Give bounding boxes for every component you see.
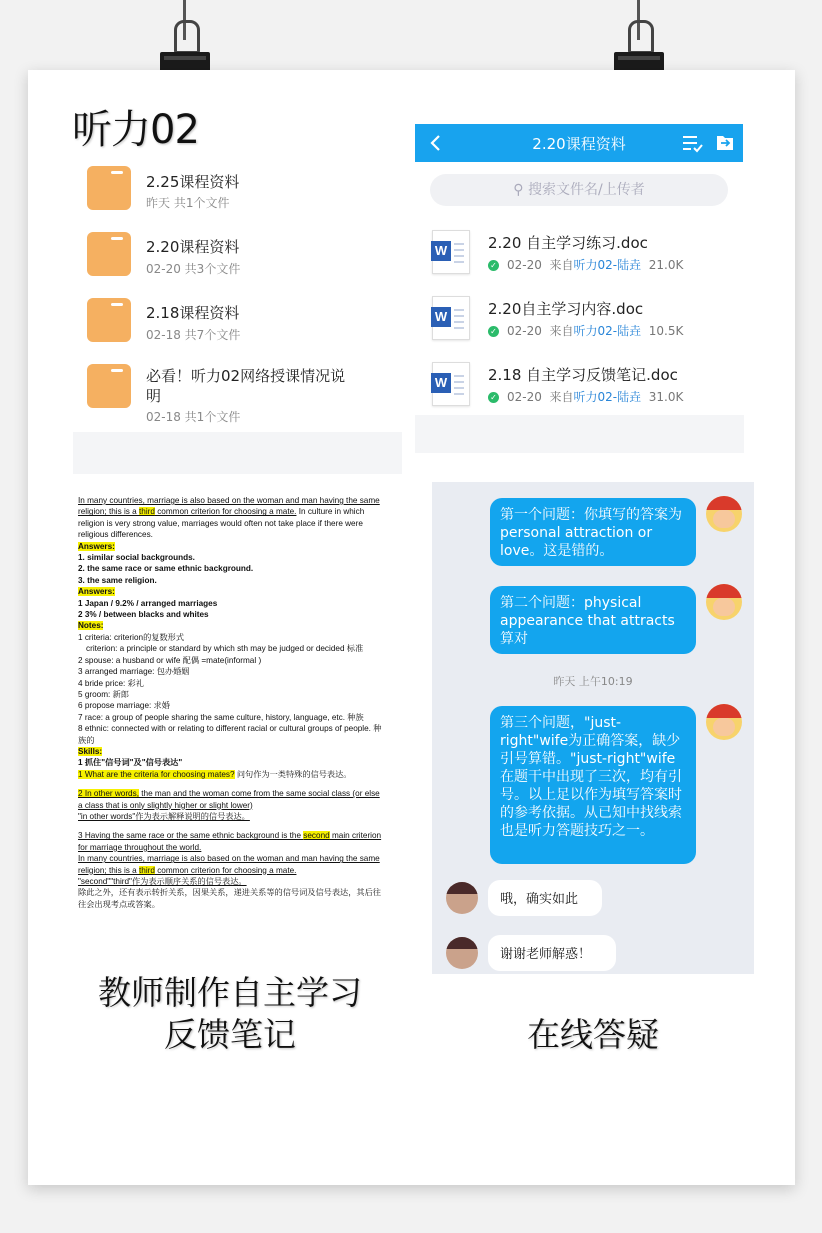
doc-text: 除此之外，还有表示转折关系，因果关系，递进关系等的信号词及信号表达，其后往往会出现考点或答案。 bbox=[78, 888, 381, 909]
file-name[interactable]: 2.20自主学习内容.doc bbox=[488, 300, 644, 318]
sort-list-icon[interactable] bbox=[681, 133, 703, 153]
right-caption: 在线答疑 bbox=[527, 1015, 659, 1054]
student-avatar bbox=[446, 882, 478, 914]
doc-highlight: 2 In other words, bbox=[78, 789, 139, 799]
doc-text: main criterion for marriage throughout the world. bbox=[78, 831, 382, 852]
doc-highlight: third bbox=[138, 865, 155, 875]
folder-meta: 昨天 共1个文件 bbox=[146, 196, 230, 210]
file-meta bbox=[488, 388, 683, 405]
skills-heading: 1 抓住"信号词"及"信号表达" bbox=[78, 758, 183, 768]
file-size: 31.0K bbox=[648, 390, 684, 404]
folder-meta: 02-18 共1个文件 bbox=[146, 410, 241, 424]
file-date: 02-20 bbox=[507, 390, 542, 404]
answer-item: 2. the same race or same ethnic background. bbox=[78, 564, 254, 574]
chat-message: 第三个问题，"just-right"wife为正确答案，缺少引号算错。"just-right"wife在题干中出现了三次，均有引号。以上足以作为填写答案时的参考依据。从已知中找线索也是听力答题技巧之一。 bbox=[490, 706, 696, 864]
search-placeholder: 搜索文件名/上传者 bbox=[528, 182, 645, 198]
answer-item: 1 Japan / 9.2% / arranged marriages bbox=[78, 598, 218, 608]
list-footer bbox=[73, 432, 402, 474]
note-item: 6 propose marriage: 求婚 bbox=[78, 701, 170, 711]
left-caption-line: 教师制作自主学习 bbox=[98, 973, 362, 1012]
file-date: 02-20 bbox=[507, 258, 542, 272]
chat-message: 第一个问题：你填写的答案为personal attraction or love。这是错的。 bbox=[490, 498, 696, 566]
folder-name[interactable]: 2.18课程资料 bbox=[146, 304, 240, 322]
note-item: 7 race: a group of people sharing the same culture, history, language, etc. 种族 bbox=[78, 712, 364, 722]
skills-label: Skills: bbox=[78, 746, 103, 756]
doc-text: common criterion for choosing a mate. bbox=[154, 865, 297, 875]
uploader: 听力02-陆垚 bbox=[573, 390, 642, 404]
doc-text: 问句作为一类特殊的信号表达。 bbox=[234, 769, 352, 779]
folder-meta: 02-18 共7个文件 bbox=[146, 328, 241, 342]
file-list-footer bbox=[415, 415, 744, 453]
reply-message: 哦，确实如此 bbox=[488, 880, 602, 916]
doc-text: In culture in which religion is very strong value, marriages would often not take place if there were religious differences. bbox=[78, 507, 365, 540]
file-date: 02-20 bbox=[507, 324, 542, 338]
doc-text: "in other words"作为表示解释说明的信号表达。 bbox=[78, 811, 250, 821]
doc-text: common criterion for choosing a mate. bbox=[154, 507, 297, 517]
teacher-avatar bbox=[706, 496, 742, 532]
file-size: 10.5K bbox=[648, 324, 684, 338]
chat-timestamp: 昨天 上午10:19 bbox=[553, 675, 633, 688]
file-meta bbox=[488, 256, 683, 273]
uploader: 听力02-陆垚 bbox=[573, 258, 642, 272]
folder-name[interactable]: 2.20课程资料 bbox=[146, 238, 240, 256]
file-name[interactable]: 2.18 自主学习反馈笔记.doc bbox=[488, 366, 678, 384]
file-size: 21.0K bbox=[648, 258, 684, 272]
doc-text: 3 Having the same race or the same ethnic background is the bbox=[78, 831, 304, 841]
folder-name[interactable]: 2.25课程资料 bbox=[146, 173, 240, 191]
from-label: 来自 bbox=[549, 390, 574, 404]
from-label: 来自 bbox=[549, 324, 574, 338]
note-item: 3 arranged marriage: 包办婚姻 bbox=[78, 667, 190, 677]
notes-label: Notes: bbox=[78, 621, 104, 631]
doc-text: "second""third"作为表示顺序关系的信号表达。 bbox=[78, 877, 247, 886]
doc-highlight: second bbox=[303, 831, 330, 841]
answer-item: 1. similar social backgrounds. bbox=[78, 553, 195, 563]
left-caption-line: 反馈笔记 bbox=[164, 1015, 296, 1054]
doc-paragraph bbox=[78, 495, 384, 541]
doc-highlight: 1 What are the criteria for choosing mates? bbox=[78, 769, 235, 779]
answer-item: 2 3% / between blacks and whites bbox=[78, 610, 209, 620]
note-item: 2 spouse: a husband or wife 配偶 =mate(informal ) bbox=[78, 655, 262, 665]
file-meta bbox=[488, 322, 683, 339]
word-doc-icon: W bbox=[432, 230, 470, 274]
folder-icon bbox=[87, 166, 131, 210]
note-item: criterion: a principle or standard by which sth may be judged or decided 标准 bbox=[86, 644, 364, 654]
file-browser-header bbox=[415, 124, 743, 162]
word-doc-icon: W bbox=[432, 296, 470, 340]
check-icon: ✓ bbox=[488, 260, 499, 271]
file-search-input[interactable] bbox=[430, 174, 728, 206]
doc-highlight: third bbox=[138, 507, 155, 517]
folder-icon bbox=[87, 232, 131, 276]
note-item: 8 ethnic: connected with or relating to different racial or cultural groups of people. 种族的 bbox=[78, 724, 382, 745]
answers-label: Answers: bbox=[78, 587, 115, 597]
student-avatar bbox=[446, 937, 478, 969]
group-title: 听力02 bbox=[72, 107, 199, 153]
folder-icon bbox=[87, 298, 131, 342]
header-title: 2.20课程资料 bbox=[532, 135, 626, 153]
note-item: 1 criteria: criterion的复数形式 bbox=[78, 632, 185, 642]
check-icon: ✓ bbox=[488, 392, 499, 403]
word-doc-icon: W bbox=[432, 362, 470, 406]
note-item: 4 bride price: 彩礼 bbox=[78, 678, 144, 688]
chat-message: 第二个问题：physical appearance that attracts算对 bbox=[490, 586, 696, 654]
uploader: 听力02-陆垚 bbox=[573, 324, 642, 338]
answer-item: 3. the same religion. bbox=[78, 575, 157, 585]
folder-name[interactable]: 必看！听力02网络授课情况说明 bbox=[146, 367, 346, 405]
folder-meta: 02-20 共3个文件 bbox=[146, 262, 241, 276]
teacher-avatar bbox=[706, 704, 742, 740]
search-icon: ⚲ bbox=[513, 182, 528, 198]
from-label: 来自 bbox=[549, 258, 574, 272]
doc-text: In many countries, marriage is also based on the woman and man having the same religion; this is a bbox=[78, 496, 380, 517]
folder-transfer-icon[interactable] bbox=[716, 134, 734, 151]
folder-icon bbox=[87, 364, 131, 408]
check-icon: ✓ bbox=[488, 326, 499, 337]
reply-message: 谢谢老师解惑！ bbox=[488, 935, 616, 971]
teacher-avatar bbox=[706, 584, 742, 620]
left-caption bbox=[70, 972, 390, 1056]
note-item: 5 groom: 新郎 bbox=[78, 689, 129, 699]
doc-text: the man and the woman come from the same social class (or else a class that is only slightly higher or slight lower) bbox=[78, 789, 380, 810]
file-name[interactable]: 2.20 自主学习练习.doc bbox=[488, 234, 648, 252]
doc-text: In many countries, marriage is also based on the woman and man having the same religion; this is a bbox=[78, 854, 380, 875]
feedback-notes-document bbox=[78, 495, 384, 910]
answers-label: Answers: bbox=[78, 541, 115, 551]
